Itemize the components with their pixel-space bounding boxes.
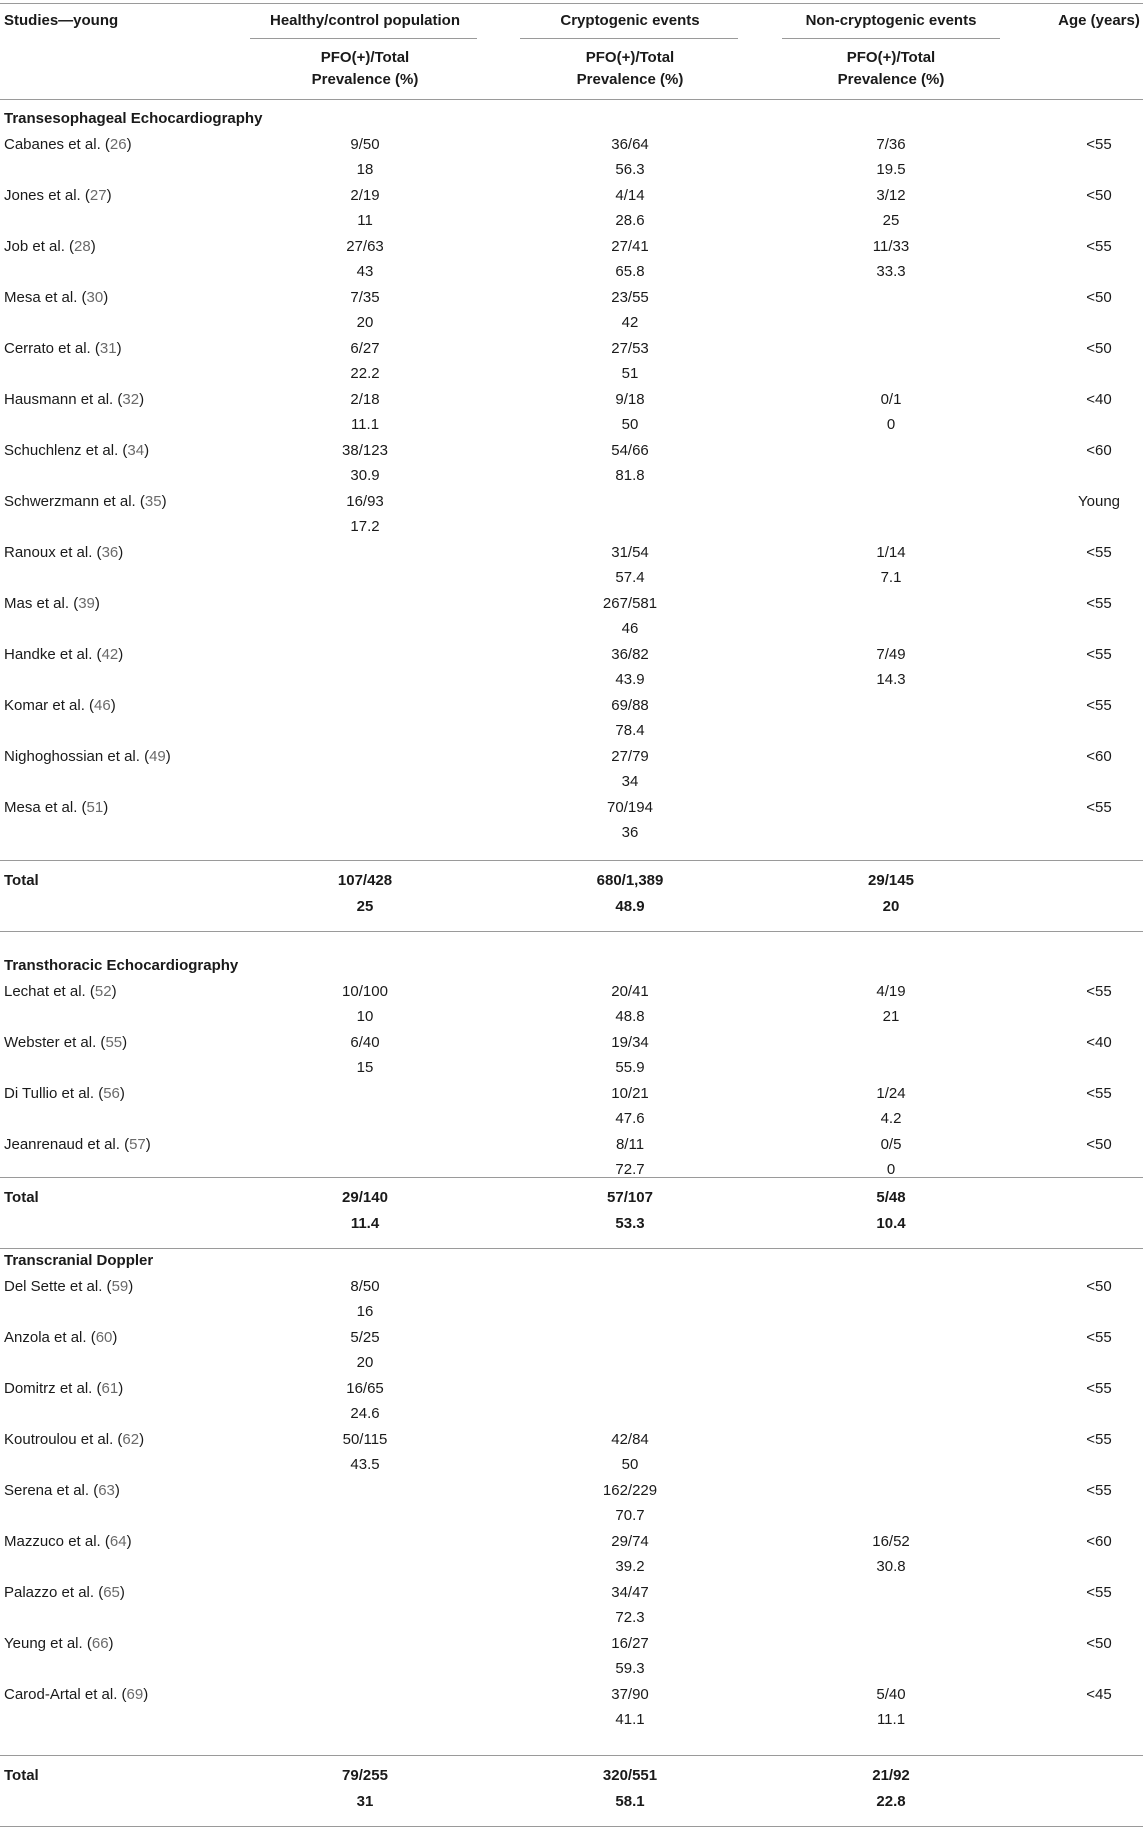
study-name xyxy=(4,1431,144,1449)
study-author: Anzola et al. ( xyxy=(4,1328,96,1346)
age-value: <55 xyxy=(1086,645,1112,663)
header-subrule-healthy xyxy=(250,38,477,39)
study-author: Komar et al. ( xyxy=(4,696,95,714)
cryptogenic-prevalence: 41.1 xyxy=(615,1711,645,1728)
section-title: Transthoracic Echocardiography xyxy=(4,957,239,974)
cryptogenic-ratio: 54/66 xyxy=(611,441,649,459)
total-top-rule xyxy=(0,1755,1143,1756)
healthy-ratio: 7/35 xyxy=(350,288,380,306)
age-value: <55 xyxy=(1086,594,1112,612)
healthy-prevalence: 18 xyxy=(356,161,374,178)
header-crypto-sub1: PFO(+)/Total xyxy=(585,49,675,66)
reference-link[interactable]: 62 xyxy=(122,1430,140,1448)
study-author: Webster et al. ( xyxy=(4,1033,106,1051)
healthy-ratio: 27/63 xyxy=(346,237,384,255)
cryptogenic-prevalence: 81.8 xyxy=(615,467,645,484)
total-label: Total xyxy=(4,1767,39,1784)
reference-link[interactable]: 28 xyxy=(74,237,91,255)
total-cryptogenic-ratio: 680/1,389 xyxy=(596,872,664,889)
noncryptogenic-ratio: 0/5 xyxy=(880,1135,902,1153)
study-author: Lechat et al. ( xyxy=(4,982,95,1000)
cryptogenic-ratio: 69/88 xyxy=(611,696,649,714)
total-label: Total xyxy=(4,1189,39,1206)
age-value: <55 xyxy=(1086,798,1112,816)
reference-link[interactable]: 42 xyxy=(101,645,119,663)
age-value: <50 xyxy=(1086,1135,1112,1153)
healthy-prevalence: 24.6 xyxy=(350,1405,380,1422)
top-rule xyxy=(0,3,1143,4)
study-author: Schuchlenz et al. ( xyxy=(4,441,128,459)
header-studies: Studies—young xyxy=(4,12,119,29)
study-ref-close: ) xyxy=(118,543,124,561)
noncryptogenic-prevalence: 7.1 xyxy=(880,569,902,586)
noncryptogenic-prevalence: 4.2 xyxy=(880,1110,902,1127)
noncryptogenic-ratio: 1/24 xyxy=(876,1084,906,1102)
age-value: <55 xyxy=(1086,1583,1112,1601)
study-name xyxy=(4,1034,127,1052)
age-value: <55 xyxy=(1086,696,1112,714)
study-author: Serena et al. ( xyxy=(4,1481,99,1499)
reference-link[interactable]: 55 xyxy=(105,1033,123,1051)
study-ref-close: ) xyxy=(110,696,116,714)
reference-link[interactable]: 66 xyxy=(91,1634,109,1652)
age-value: <50 xyxy=(1086,1634,1112,1652)
noncryptogenic-prevalence: 14.3 xyxy=(876,671,906,688)
study-author: Koutroulou et al. ( xyxy=(4,1430,123,1448)
header-crypto-sub2: Prevalence (%) xyxy=(576,71,684,88)
study-name xyxy=(4,1278,133,1296)
noncryptogenic-prevalence: 0 xyxy=(886,416,896,433)
cryptogenic-prevalence: 65.8 xyxy=(615,263,645,280)
study-name xyxy=(4,136,132,154)
reference-link[interactable]: 32 xyxy=(122,390,140,408)
reference-link[interactable]: 27 xyxy=(89,186,107,204)
header-healthy: Healthy/control population xyxy=(270,12,460,29)
study-ref-close: ) xyxy=(108,1634,114,1652)
study-ref-close: ) xyxy=(139,1430,145,1448)
reference-link[interactable]: 36 xyxy=(101,543,119,561)
cryptogenic-ratio: 8/11 xyxy=(615,1135,645,1153)
cryptogenic-prevalence: 72.7 xyxy=(615,1161,645,1178)
cryptogenic-ratio: 27/79 xyxy=(611,747,649,765)
age-value: <55 xyxy=(1086,982,1112,1000)
reference-link[interactable]: 57 xyxy=(129,1135,146,1153)
cryptogenic-prevalence: 78.4 xyxy=(615,722,645,739)
study-name xyxy=(4,595,100,613)
age-value: <60 xyxy=(1086,441,1112,459)
cryptogenic-ratio: 27/53 xyxy=(611,339,649,357)
total-healthy-ratio: 107/428 xyxy=(337,872,393,889)
study-author: Del Sette et al. ( xyxy=(4,1277,112,1295)
study-author: Nighoghossian et al. ( xyxy=(4,747,150,765)
total-noncryptogenic-prevalence: 20 xyxy=(882,897,900,915)
study-ref-close: ) xyxy=(118,645,124,663)
header-subrule-noncryptogenic xyxy=(782,38,1000,39)
cryptogenic-prevalence: 55.9 xyxy=(615,1059,645,1076)
cryptogenic-ratio: 267/581 xyxy=(602,594,658,612)
header-age: Age (years) xyxy=(1058,12,1140,29)
study-name xyxy=(4,1329,117,1347)
total-noncryptogenic-ratio: 5/48 xyxy=(876,1189,906,1206)
age-value: <55 xyxy=(1086,1084,1112,1102)
age-value: <55 xyxy=(1086,237,1112,255)
section-title: Transcranial Doppler xyxy=(4,1252,154,1269)
reference-link[interactable]: 35 xyxy=(144,492,162,510)
study-author: Di Tullio et al. ( xyxy=(4,1084,104,1102)
cryptogenic-ratio: 42/84 xyxy=(611,1430,649,1448)
study-name xyxy=(4,1584,125,1602)
healthy-prevalence: 17.2 xyxy=(350,518,380,535)
healthy-ratio: 6/40 xyxy=(350,1033,380,1051)
total-noncryptogenic-ratio: 21/92 xyxy=(872,1767,910,1784)
cryptogenic-ratio: 70/194 xyxy=(607,798,653,816)
noncryptogenic-ratio: 11/33 xyxy=(872,237,910,255)
study-author: Schwerzmann et al. ( xyxy=(4,492,145,510)
cryptogenic-ratio: 37/90 xyxy=(611,1685,649,1703)
cryptogenic-prevalence: 70.7 xyxy=(615,1507,645,1524)
cryptogenic-prevalence: 39.2 xyxy=(615,1558,645,1575)
age-value: <55 xyxy=(1086,135,1112,153)
reference-link[interactable]: 39 xyxy=(78,594,95,612)
study-ref-close: ) xyxy=(116,339,122,357)
healthy-prevalence: 10 xyxy=(356,1008,374,1025)
noncryptogenic-ratio: 3/12 xyxy=(876,186,906,204)
healthy-ratio: 8/50 xyxy=(350,1277,380,1295)
healthy-prevalence: 11 xyxy=(357,212,373,229)
cryptogenic-prevalence: 34 xyxy=(621,773,639,790)
reference-link[interactable]: 65 xyxy=(103,1583,120,1601)
cryptogenic-ratio: 9/18 xyxy=(615,390,645,408)
healthy-prevalence: 43.5 xyxy=(350,1456,380,1473)
total-top-rule xyxy=(0,860,1143,861)
cryptogenic-ratio: 29/74 xyxy=(611,1532,649,1550)
header-bottom-rule xyxy=(0,99,1143,100)
study-author: Handke et al. ( xyxy=(4,645,102,663)
healthy-ratio: 5/25 xyxy=(350,1328,380,1346)
study-name xyxy=(4,1635,114,1653)
header-noncrypto-sub1: PFO(+)/Total xyxy=(846,49,936,66)
study-author: Ranoux et al. ( xyxy=(4,543,102,561)
study-name xyxy=(4,748,171,766)
age-value: <45 xyxy=(1086,1685,1112,1703)
cryptogenic-prevalence: 57.4 xyxy=(615,569,645,586)
reference-link[interactable]: 61 xyxy=(101,1379,119,1397)
healthy-prevalence: 20 xyxy=(356,1354,374,1371)
study-ref-close: ) xyxy=(118,1379,124,1397)
study-author: Cabanes et al. ( xyxy=(4,135,110,153)
cryptogenic-prevalence: 28.6 xyxy=(615,212,645,229)
header-healthy-sub1: PFO(+)/Total xyxy=(320,49,410,66)
study-name xyxy=(4,391,144,409)
cryptogenic-prevalence: 72.3 xyxy=(615,1609,645,1626)
study-ref-close: ) xyxy=(122,1033,128,1051)
total-noncryptogenic-ratio: 29/145 xyxy=(868,872,914,889)
total-cryptogenic-prevalence: 48.9 xyxy=(615,897,645,915)
total-healthy-prevalence: 25 xyxy=(356,897,374,915)
study-ref-close: ) xyxy=(103,798,109,816)
noncryptogenic-ratio: 7/49 xyxy=(876,645,906,663)
total-top-rule xyxy=(0,1177,1143,1178)
age-value: <55 xyxy=(1086,1430,1112,1448)
reference-link[interactable]: 52 xyxy=(94,982,112,1000)
healthy-ratio: 16/65 xyxy=(346,1379,384,1397)
healthy-ratio: 50/115 xyxy=(342,1430,388,1448)
study-author: Jeanrenaud et al. ( xyxy=(4,1135,130,1153)
study-name xyxy=(4,289,108,307)
noncryptogenic-ratio: 4/19 xyxy=(876,982,906,1000)
study-author: Hausmann et al. ( xyxy=(4,390,123,408)
cryptogenic-ratio: 36/82 xyxy=(611,645,649,663)
section-title: Transesophageal Echocardiography xyxy=(4,110,263,127)
total-cryptogenic-ratio: 320/551 xyxy=(602,1767,658,1784)
total-healthy-prevalence: 31 xyxy=(356,1792,374,1810)
total-healthy-ratio: 29/140 xyxy=(342,1189,388,1206)
cryptogenic-prevalence: 36 xyxy=(621,824,639,841)
study-ref-close: ) xyxy=(128,1277,134,1295)
study-author: Domitrz et al. ( xyxy=(4,1379,102,1397)
cryptogenic-ratio: 27/41 xyxy=(611,237,649,255)
study-name xyxy=(4,238,96,256)
reference-link[interactable]: 30 xyxy=(86,288,104,306)
study-name xyxy=(4,493,167,511)
cryptogenic-prevalence: 43.9 xyxy=(615,671,645,688)
study-name xyxy=(4,1085,125,1103)
healthy-prevalence: 15 xyxy=(356,1059,374,1076)
healthy-ratio: 2/19 xyxy=(350,186,380,204)
study-ref-close: ) xyxy=(112,1328,118,1346)
header-healthy-sub2: Prevalence (%) xyxy=(311,71,419,88)
cryptogenic-ratio: 31/54 xyxy=(611,543,649,561)
total-noncryptogenic-prevalence: 10.4 xyxy=(876,1214,906,1232)
study-ref-close: ) xyxy=(145,1135,151,1153)
cryptogenic-ratio: 20/41 xyxy=(611,982,649,1000)
study-author: Carod-Artal et al. ( xyxy=(4,1685,127,1703)
study-author: Mesa et al. ( xyxy=(4,798,87,816)
cryptogenic-ratio: 10/21 xyxy=(611,1084,649,1102)
reference-link[interactable]: 26 xyxy=(109,135,127,153)
noncryptogenic-ratio: 5/40 xyxy=(876,1685,906,1703)
total-noncryptogenic-prevalence: 22.8 xyxy=(876,1792,906,1810)
study-author: Cerrato et al. ( xyxy=(4,339,100,357)
study-name xyxy=(4,1136,151,1154)
cryptogenic-prevalence: 47.6 xyxy=(615,1110,645,1127)
reference-link[interactable]: 49 xyxy=(149,747,166,765)
cryptogenic-ratio: 34/47 xyxy=(611,1583,649,1601)
study-ref-close: ) xyxy=(126,1532,132,1550)
study-name xyxy=(4,697,116,715)
cryptogenic-ratio: 4/14 xyxy=(615,186,645,204)
noncryptogenic-prevalence: 0 xyxy=(886,1161,896,1178)
noncryptogenic-prevalence: 19.5 xyxy=(876,161,906,178)
reference-link[interactable]: 31 xyxy=(99,339,117,357)
cryptogenic-ratio: 23/55 xyxy=(611,288,649,306)
healthy-prevalence: 22.2 xyxy=(350,365,380,382)
healthy-ratio: 38/123 xyxy=(342,441,388,459)
noncryptogenic-prevalence: 25 xyxy=(882,212,900,229)
age-value: <55 xyxy=(1086,1379,1112,1397)
age-value: <55 xyxy=(1086,543,1112,561)
total-bottom-rule xyxy=(0,931,1143,932)
age-value: <50 xyxy=(1086,186,1112,204)
reference-link[interactable]: 63 xyxy=(98,1481,115,1499)
study-ref-close: ) xyxy=(103,288,109,306)
healthy-ratio: 9/50 xyxy=(350,135,380,153)
cryptogenic-prevalence: 46 xyxy=(621,620,639,637)
study-ref-close: ) xyxy=(161,492,167,510)
noncryptogenic-ratio: 1/14 xyxy=(876,543,906,561)
study-author: Mas et al. ( xyxy=(4,594,79,612)
age-value: <50 xyxy=(1086,288,1112,306)
study-ref-close: ) xyxy=(165,747,171,765)
header-noncryptogenic: Non-cryptogenic events xyxy=(805,12,977,29)
cryptogenic-ratio: 16/27 xyxy=(611,1634,649,1652)
header-subrule-cryptogenic xyxy=(520,38,738,39)
age-value: <60 xyxy=(1086,747,1112,765)
study-name xyxy=(4,1686,148,1704)
reference-link[interactable]: 56 xyxy=(103,1084,120,1102)
header-cryptogenic: Cryptogenic events xyxy=(560,12,700,29)
cryptogenic-ratio: 36/64 xyxy=(611,135,649,153)
study-ref-close: ) xyxy=(144,441,150,459)
study-name xyxy=(4,1482,120,1500)
study-name xyxy=(4,187,112,205)
study-ref-close: ) xyxy=(114,1481,120,1499)
cryptogenic-ratio: 19/34 xyxy=(611,1033,649,1051)
noncryptogenic-prevalence: 21 xyxy=(882,1008,900,1025)
healthy-ratio: 16/93 xyxy=(346,492,384,510)
header-noncrypto-sub2: Prevalence (%) xyxy=(837,71,945,88)
study-ref-close: ) xyxy=(111,982,117,1000)
study-name xyxy=(4,1533,132,1551)
healthy-ratio: 10/100 xyxy=(342,982,388,1000)
age-value: Young xyxy=(1078,492,1120,510)
study-ref-close: ) xyxy=(106,186,112,204)
noncryptogenic-prevalence: 33.3 xyxy=(876,263,906,280)
study-name xyxy=(4,646,123,664)
age-value: <40 xyxy=(1086,1033,1112,1051)
reference-link[interactable]: 69 xyxy=(126,1685,144,1703)
healthy-ratio: 2/18 xyxy=(350,390,380,408)
healthy-ratio: 6/27 xyxy=(350,339,380,357)
healthy-prevalence: 11.1 xyxy=(350,416,380,433)
total-healthy-prevalence: 11.4 xyxy=(350,1214,380,1232)
healthy-prevalence: 20 xyxy=(356,314,374,331)
study-name xyxy=(4,340,122,358)
study-author: Jones et al. ( xyxy=(4,186,90,204)
noncryptogenic-prevalence: 11.1 xyxy=(876,1711,906,1728)
total-cryptogenic-prevalence: 58.1 xyxy=(615,1792,645,1810)
total-cryptogenic-prevalence: 53.3 xyxy=(615,1214,645,1232)
reference-link[interactable]: 59 xyxy=(111,1277,129,1295)
healthy-prevalence: 30.9 xyxy=(350,467,380,484)
study-name xyxy=(4,799,108,817)
study-ref-close: ) xyxy=(139,390,145,408)
noncryptogenic-prevalence: 30.8 xyxy=(876,1558,906,1575)
reference-link[interactable]: 60 xyxy=(95,1328,113,1346)
healthy-prevalence: 43 xyxy=(356,263,374,280)
study-name xyxy=(4,1380,123,1398)
study-author: Mazzuco et al. ( xyxy=(4,1532,110,1550)
noncryptogenic-ratio: 0/1 xyxy=(880,390,902,408)
study-author: Yeung et al. ( xyxy=(4,1634,92,1652)
study-author: Palazzo et al. ( xyxy=(4,1583,104,1601)
cryptogenic-prevalence: 56.3 xyxy=(615,161,645,178)
cryptogenic-prevalence: 50 xyxy=(621,416,639,433)
total-cryptogenic-ratio: 57/107 xyxy=(607,1189,653,1206)
age-value: <55 xyxy=(1086,1328,1112,1346)
age-value: <60 xyxy=(1086,1532,1112,1550)
reference-link[interactable]: 46 xyxy=(94,696,111,714)
study-ref-close: ) xyxy=(119,1583,125,1601)
cryptogenic-prevalence: 42 xyxy=(621,314,639,331)
study-name xyxy=(4,442,149,460)
study-author: Mesa et al. ( xyxy=(4,288,87,306)
study-name xyxy=(4,544,123,562)
cryptogenic-prevalence: 48.8 xyxy=(615,1008,645,1025)
study-ref-close: ) xyxy=(119,1084,125,1102)
study-ref-close: ) xyxy=(94,594,100,612)
cryptogenic-prevalence: 51 xyxy=(621,365,639,382)
reference-link[interactable]: 51 xyxy=(86,798,104,816)
total-bottom-rule xyxy=(0,1248,1143,1249)
cryptogenic-prevalence: 50 xyxy=(621,1456,639,1473)
cryptogenic-prevalence: 59.3 xyxy=(615,1660,645,1677)
total-label: Total xyxy=(4,872,39,889)
noncryptogenic-ratio: 16/52 xyxy=(872,1532,910,1550)
total-healthy-ratio: 79/255 xyxy=(342,1767,388,1784)
study-ref-close: ) xyxy=(143,1685,149,1703)
age-value: <50 xyxy=(1086,1277,1112,1295)
cryptogenic-ratio: 162/229 xyxy=(602,1481,658,1499)
age-value: <40 xyxy=(1086,390,1112,408)
healthy-prevalence: 16 xyxy=(356,1303,374,1320)
reference-link[interactable]: 34 xyxy=(127,441,145,459)
study-ref-close: ) xyxy=(90,237,96,255)
age-value: <55 xyxy=(1086,1481,1112,1499)
reference-link[interactable]: 64 xyxy=(109,1532,127,1550)
age-value: <50 xyxy=(1086,339,1112,357)
noncryptogenic-ratio: 7/36 xyxy=(876,135,906,153)
study-name xyxy=(4,983,117,1001)
study-ref-close: ) xyxy=(126,135,132,153)
study-author: Job et al. ( xyxy=(4,237,75,255)
